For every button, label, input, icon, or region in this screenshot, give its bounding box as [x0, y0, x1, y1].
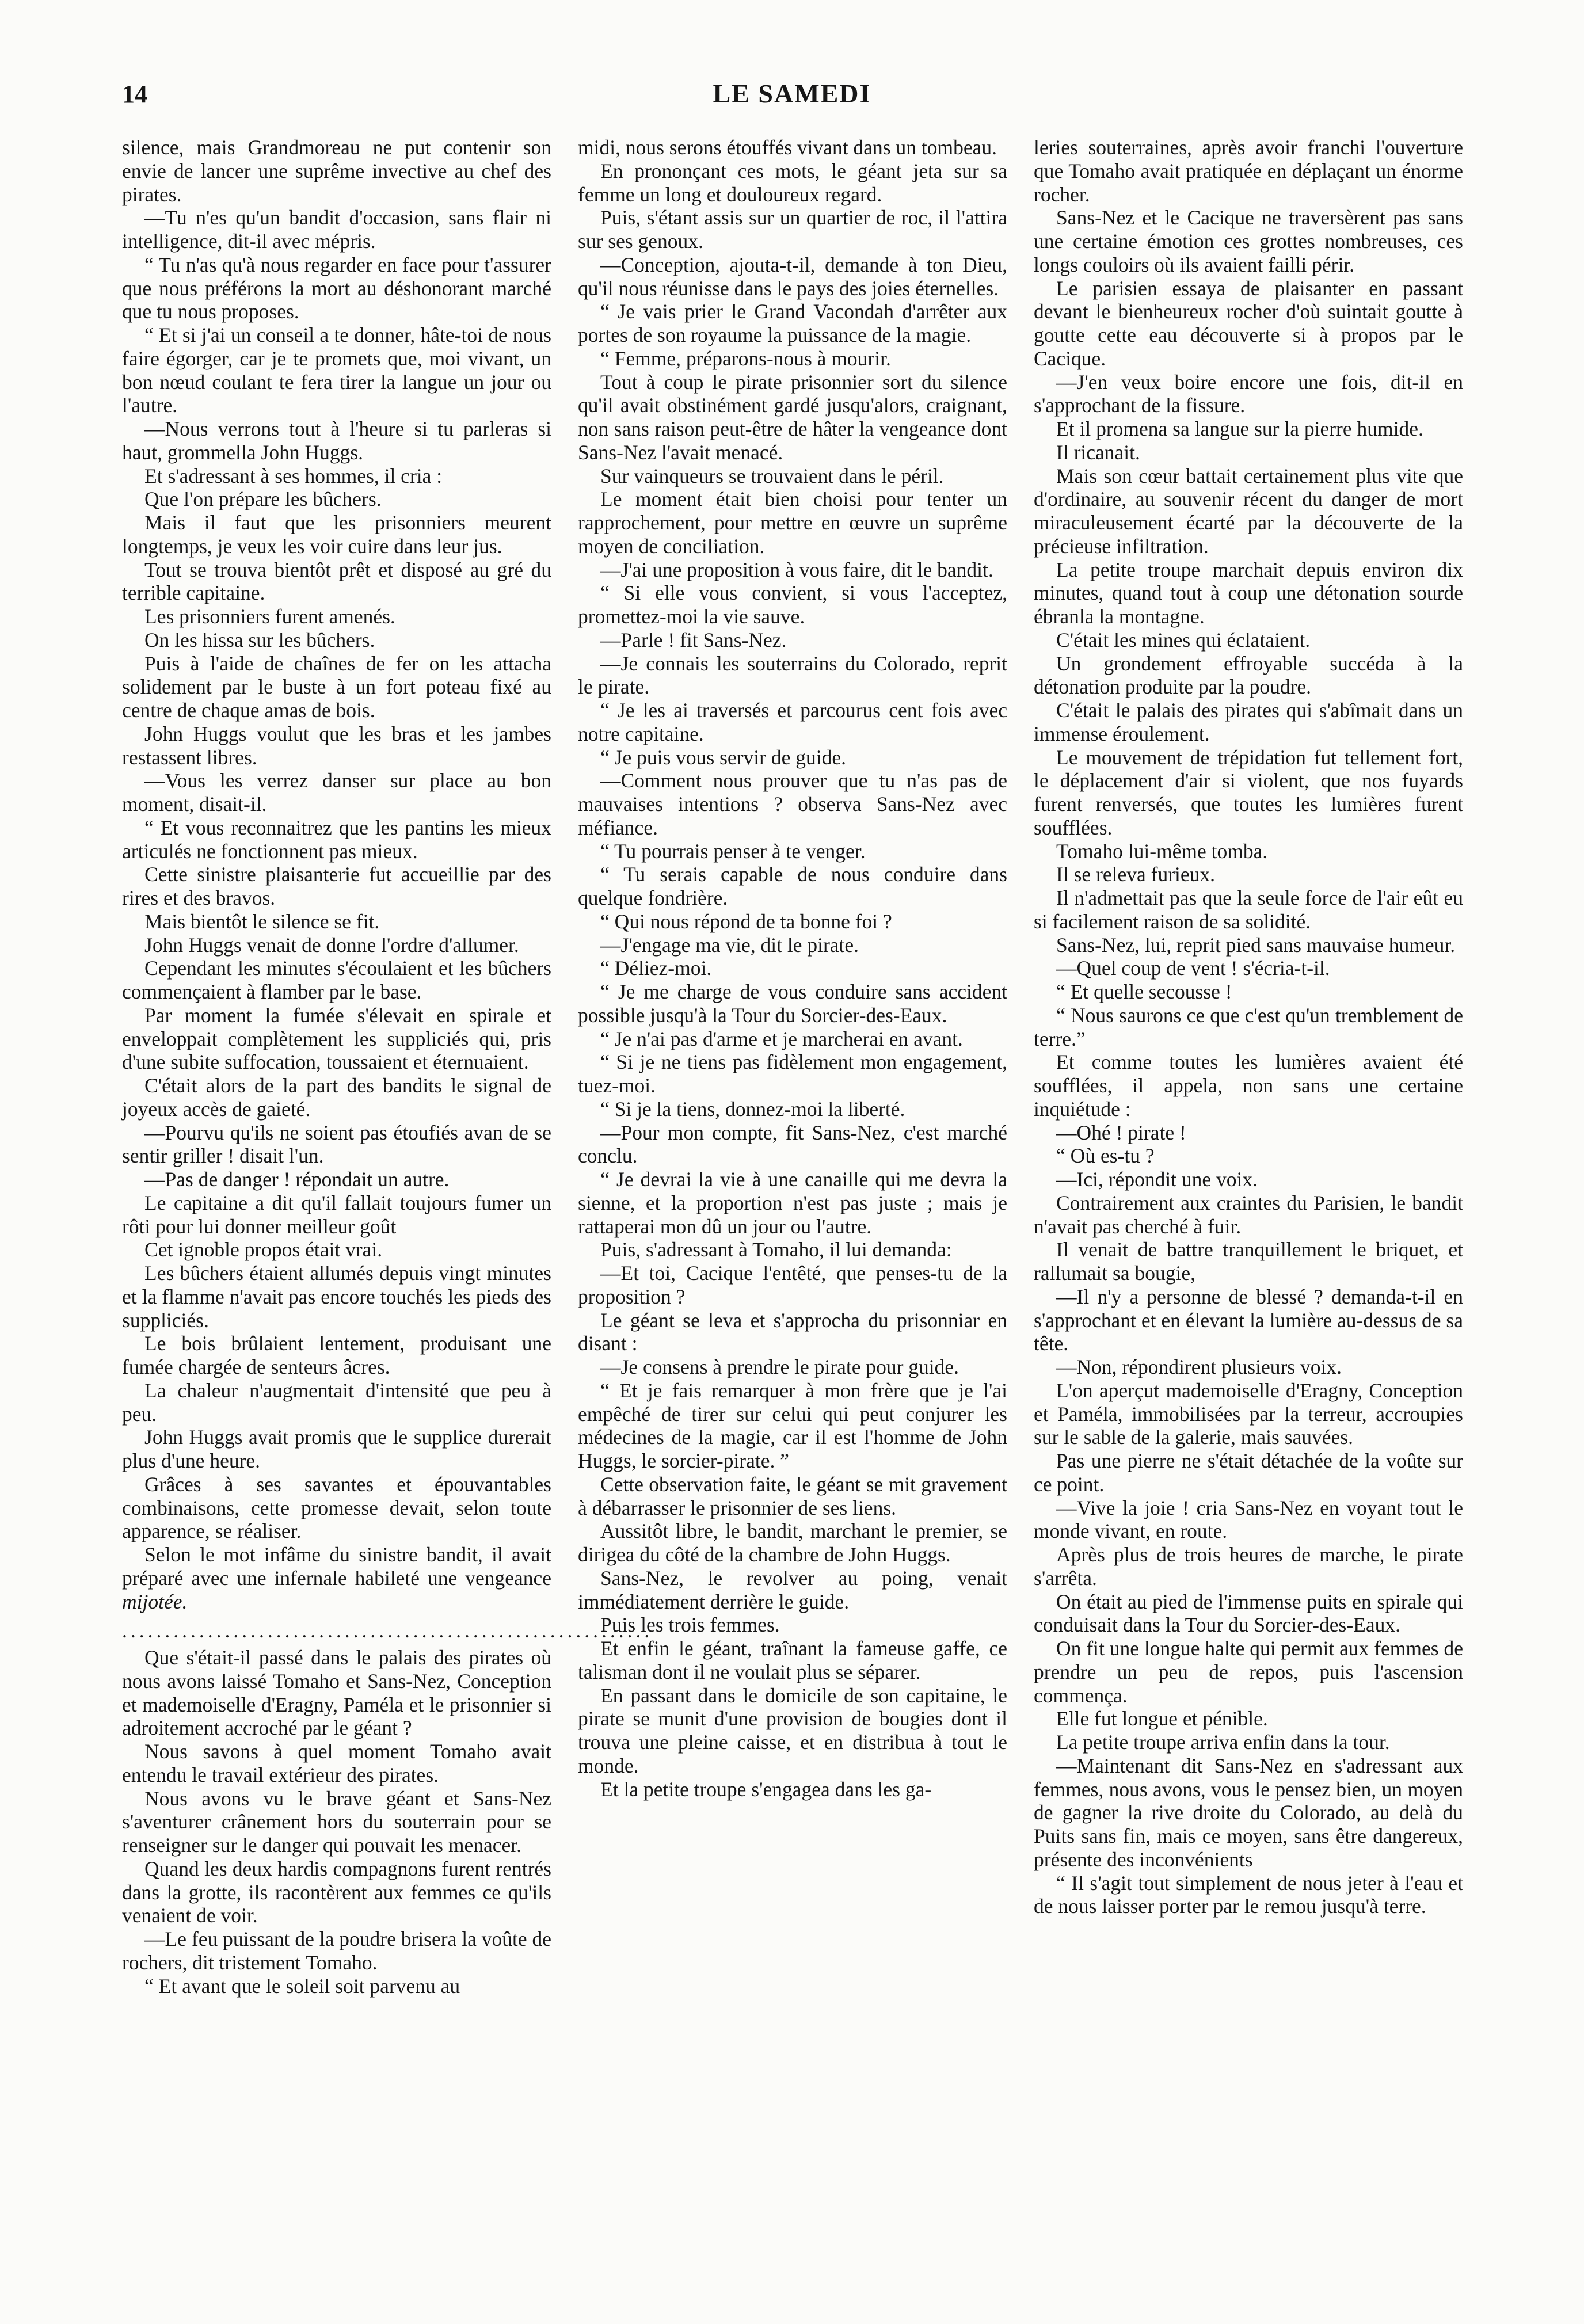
paragraph — [122, 1121, 551, 1168]
paragraph-text: —J'ai une proposition à vous faire, dit le bandit. — [600, 558, 993, 581]
paragraph — [578, 1355, 1007, 1379]
paragraph-text: L'on aperçut mademoiselle d'Eragny, Conception et Paméla, immobilisées par la terreur, accroupies sur le sable de la galerie, mais sauvées. — [1034, 1378, 1463, 1449]
paragraph-text: “ Où es-tu ? — [1056, 1144, 1155, 1168]
paragraph — [122, 1379, 551, 1426]
paragraph-text: La chaleur n'augmentait d'intensité que peu à peu. — [122, 1378, 551, 1426]
paragraph — [1034, 1168, 1463, 1191]
paragraph-text: Puis les trois femmes. — [600, 1613, 780, 1637]
paragraph-text: —Et toi, Cacique l'entêté, que penses-tu de la proposition ? — [578, 1262, 1007, 1308]
paragraph — [1034, 1754, 1463, 1872]
paragraph-text: Après plus de trois heures de marche, le pirate s'arrêta. — [1034, 1543, 1463, 1590]
paragraph-text: —Maintenant dit Sans-Nez en s'adressant aux femmes, nous avons, vous le pensez bien, un moyen de gagner la rive droite du Colorado, au delà du Puits sans fin, mais ce moyen, sans être dangereux, présente des inconvénients — [1034, 1754, 1463, 1871]
paragraph-text: “ Qui nous répond de ta bonne foi ? — [600, 909, 892, 933]
paragraph-text: midi, nous serons étouffés vivant dans un tombeau. — [578, 136, 997, 159]
paragraph-text: “ Et avant que le soleil soit parvenu au — [144, 1974, 460, 1998]
paragraph — [122, 934, 551, 957]
paragraph — [1034, 980, 1463, 1004]
paragraph — [122, 957, 551, 1004]
paragraph — [1034, 371, 1463, 418]
paragraph — [1034, 417, 1463, 441]
paragraph — [578, 300, 1007, 347]
paragraph-text: Quand les deux hardis compagnons furent rentrés dans la grotte, ils racontèrent aux femmes ce qu'ils venaient de voir. — [122, 1857, 551, 1927]
paragraph-text: “ Et si j'ai un conseil a te donner, hâte-toi de nous faire égorger, car je te promets que, moi vivant, un bon nœud coulant te fera tirer la langue un jour ou l'autre. — [122, 323, 551, 417]
paragraph-text: Pas une pierre ne s'était détachée de la voûte sur ce point. — [1034, 1449, 1463, 1496]
paragraph-text: —Quel coup de vent ! s'écria-t-il. — [1056, 957, 1330, 980]
paragraph — [122, 417, 551, 464]
italic-word: mijotée. — [122, 1590, 188, 1613]
paragraph — [122, 464, 551, 488]
column-2 — [578, 136, 1007, 2288]
paragraph-text: “ Déliez-moi. — [600, 957, 712, 980]
paragraph-text: Et comme toutes les lumières avaient été soufflées, il appela, non sans une certaine inquiétude : — [1034, 1050, 1463, 1121]
paragraph-text: —Vive la joie ! cria Sans-Nez en voyant tout le monde vivant, en route. — [1034, 1496, 1463, 1543]
paragraph — [578, 1519, 1007, 1567]
paragraph-text: Sans-Nez et le Cacique ne traversèrent pas sans une certaine émotion ces grottes nombreuses, ces longs couloirs où ils avaient failli périr. — [1034, 206, 1463, 276]
paragraph — [122, 1262, 551, 1332]
paragraph — [578, 1238, 1007, 1262]
paragraph-text: Cependant les minutes s'écoulaient et les bûchers commençaient à flamber par le base. — [122, 957, 551, 1003]
paragraph-text: “ Je n'ai pas d'arme et je marcherai en avant. — [600, 1027, 963, 1050]
paragraph-text: Il se releva furieux. — [1056, 863, 1216, 886]
paragraph — [578, 769, 1007, 839]
paragraph-text: La petite troupe arriva enfin dans la tour. — [1056, 1731, 1390, 1754]
paragraph — [122, 1543, 551, 1613]
paragraph — [578, 347, 1007, 371]
paragraph — [578, 487, 1007, 558]
paragraph-text: John Huggs voulut que les bras et les jambes restassent libres. — [122, 722, 551, 769]
paragraph — [578, 628, 1007, 652]
paragraph — [1034, 1637, 1463, 1707]
paragraph — [122, 1787, 551, 1857]
paragraph-text: Que s'était-il passé dans le palais des pirates où nous avons laissé Tomaho et Sans-Nez, Conception et mademoiselle d'Eragny, Paméla et le prisonnier si adroitement accroché par le géant ? — [122, 1646, 551, 1740]
paragraph — [1034, 1707, 1463, 1731]
paragraph-text: —Vous les verrez danser sur place au bon moment, disait-il. — [122, 769, 551, 816]
paragraph-text: “ Il s'agit tout simplement de nous jeter à l'eau et de nous laisser porter par le remou jusqu'à terre. — [1034, 1871, 1463, 1918]
paragraph-text: Sans-Nez, lui, reprit pied sans mauvaise humeur. — [1056, 933, 1456, 957]
paragraph — [578, 1309, 1007, 1356]
paragraph-text: Et s'adressant à ses hommes, il cria : — [144, 464, 443, 487]
paragraph-text: Cette sinistre plaisanterie fut accueillie par des rires et des bravos. — [122, 863, 551, 909]
paragraph-text: Par moment la fumée s'élevait en spirale et enveloppait complètement les suppliciés qui, pris d'une subite suffocation, toussaient et éternuaient. — [122, 1003, 551, 1074]
paragraph — [578, 652, 1007, 699]
paragraph — [578, 581, 1007, 628]
paragraph-text: Sur vainqueurs se trouvaient dans le péril. — [600, 464, 944, 487]
paragraph — [122, 323, 551, 417]
paragraph-text: John Huggs avait promis que le supplice durerait plus d'une heure. — [122, 1426, 551, 1472]
paragraph — [1034, 652, 1463, 699]
paragraph-text: —Je consens à prendre le pirate pour guide. — [600, 1355, 959, 1378]
paragraph — [1034, 934, 1463, 957]
paragraph — [122, 487, 551, 511]
paragraph — [122, 816, 551, 863]
paragraph-text: “ Tu n'as qu'à nous regarder en face pour t'assurer que nous préférons la mort au déshonorant marché que tu nous proposes. — [122, 253, 551, 323]
page-number: 14 — [122, 80, 147, 108]
paragraph-text: “ Je devrai la vie à une canaille qui me devra la sienne, et la proportion n'est pas juste ; mais je rattaperai mon dû un jour ou l'autre. — [578, 1168, 1007, 1238]
paragraph — [578, 1050, 1007, 1098]
paragraph-text: Il ricanait. — [1056, 440, 1140, 464]
column-1 — [122, 136, 653, 2288]
paragraph-text: Mais bientôt le silence se fit. — [144, 909, 380, 933]
paragraph — [122, 1740, 551, 1787]
paragraph-text: —Le feu puissant de la poudre brisera la voûte de rochers, dit tristement Tomaho. — [122, 1927, 551, 1974]
paragraph-text: “ Si je la tiens, donnez-moi la liberté. — [600, 1097, 905, 1121]
paragraph-text: “ Et quelle secousse ! — [1056, 980, 1232, 1003]
paragraph-text: Le capitaine a dit qu'il fallait toujours fumer un rôti pour lui donner meilleur goût — [122, 1191, 551, 1238]
paragraph-text: Le parisien essaya de plaisanter en passant devant le bienheureux rocher d'où suintait goutte à goutte cette eau découverte si à propos par le Cacique. — [1034, 276, 1463, 370]
paragraph-text: Et la petite troupe s'engagea dans les ga- — [600, 1777, 932, 1801]
paragraph-text: En passant dans le domicile de son capitaine, le pirate se munit d'une provision de bougies dont il trouva une pleine caisse, et en distribua à tout le monde. — [578, 1683, 1007, 1777]
paragraph — [1034, 1872, 1463, 1919]
paragraph — [578, 1168, 1007, 1238]
paragraph — [1034, 464, 1463, 558]
paragraph — [1034, 441, 1463, 464]
paragraph — [122, 1646, 551, 1740]
paragraph-text: Puis à l'aide de chaînes de fer on les attacha solidement par le buste à un fort poteau fixé au centre de chaque amas de bois. — [122, 652, 551, 722]
paragraph-text: Le géant se leva et s'approcha du prisonniar en disant : — [578, 1308, 1007, 1355]
paragraph — [578, 1684, 1007, 1778]
paragraph — [578, 746, 1007, 769]
paragraph-text: —Il n'y a personne de blessé ? demanda-t-il en s'approchant et en élevant la lumière au-dessus de sa tête. — [1034, 1285, 1463, 1355]
paragraph-text: —Comment nous prouver que tu n'as pas de mauvaises intentions ? observa Sans-Nez avec méfiance. — [578, 769, 1007, 839]
paragraph — [578, 957, 1007, 980]
paragraph — [578, 1379, 1007, 1473]
paragraph — [122, 136, 551, 206]
paragraph — [122, 1238, 551, 1262]
paragraph-text: Le bois brûlaient lentement, produisant une fumée chargée de senteurs âcres. — [122, 1332, 551, 1378]
paragraph-text: —Parle ! fit Sans-Nez. — [600, 628, 787, 652]
paragraph-text: Il venait de battre tranquillement le briquet, et rallumait sa bougie, — [1034, 1238, 1463, 1285]
paragraph-text: —Non, répondirent plusieurs voix. — [1056, 1355, 1342, 1378]
paragraph-text: Tout à coup le pirate prisonnier sort du silence qu'il avait obstinément gardé jusqu'alors, craignant, non sans raison peut-être de hâter la vengeance dont Sans-Nez l'avait menacé. — [578, 370, 1007, 464]
paragraph — [122, 628, 551, 652]
paragraph-text: Aussitôt libre, le bandit, marchant le premier, se dirigea du côté de la chambre de John Huggs. — [578, 1519, 1007, 1566]
paragraph-text: Selon le mot infâme du sinistre bandit, il avait préparé avec une infernale habileté une vengeance — [122, 1543, 551, 1590]
paragraph-text: —J'engage ma vie, dit le pirate. — [600, 933, 859, 957]
paragraph-text: —Ici, répondit une voix. — [1056, 1168, 1258, 1191]
paragraph-text: Et enfin le géant, traînant la fameuse gaffe, ce talisman dont il ne voulait plus se séparer. — [578, 1637, 1007, 1683]
paragraph-text: Les bûchers étaient allumés depuis vingt minutes et la flamme n'avait pas encore touchés les pieds des suppliciés. — [122, 1262, 551, 1332]
paragraph — [578, 840, 1007, 863]
paragraph — [578, 1098, 1007, 1121]
paragraph — [122, 206, 551, 253]
paragraph — [578, 253, 1007, 300]
paragraph-text: On fit une longue halte qui permit aux femmes de prendre un peu de repos, puis l'ascension commença. — [1034, 1637, 1463, 1707]
paragraph — [1034, 1355, 1463, 1379]
paragraph-text: John Huggs venait de donne l'ordre d'allumer. — [144, 933, 519, 957]
paragraph-text: C'était les mines qui éclataient. — [1056, 628, 1311, 652]
paragraph-text: —Je connais les souterrains du Colorado, reprit le pirate. — [578, 652, 1007, 699]
paragraph — [1034, 1144, 1463, 1168]
paragraph — [578, 1121, 1007, 1168]
paragraph — [1034, 1379, 1463, 1449]
paragraph — [578, 1613, 1007, 1637]
paragraph-text: Contrairement aux craintes du Parisien, le bandit n'avait pas cherché à fuir. — [1034, 1191, 1463, 1238]
paragraph-text: On les hissa sur les bûchers. — [144, 628, 375, 652]
paragraph — [1034, 1449, 1463, 1496]
paragraph — [122, 1004, 551, 1074]
paragraph-text: “ Femme, préparons-nous à mourir. — [600, 346, 891, 370]
paragraph-text: On était au pied de l'immense puits en spirale qui conduisait dans la Tour du Sorcier-des-Eaux. — [1034, 1590, 1463, 1637]
paragraph — [578, 934, 1007, 957]
paragraph — [1034, 1004, 1463, 1051]
paragraph-text: Les prisonniers furent amenés. — [144, 605, 395, 628]
paragraph-text: “ Si elle vous convient, si vous l'acceptez, promettez-moi la vie sauve. — [578, 581, 1007, 628]
paragraph — [1034, 1543, 1463, 1590]
paragraph-text: “ Je puis vous servir de guide. — [600, 745, 846, 769]
paragraph-text: —Conception, ajouta-t-il, demande à ton Dieu, qu'il nous réunisse dans le pays des joies éternelles. — [578, 253, 1007, 300]
paragraph — [578, 910, 1007, 934]
paragraph-text: —Pour mon compte, fit Sans-Nez, c'est marché conclu. — [578, 1121, 1007, 1168]
paragraph-text: Puis, s'étant assis sur un quartier de roc, il l'attira sur ses genoux. — [578, 206, 1007, 253]
column-3 — [1034, 136, 1463, 2288]
paragraph-text: —Nous verrons tout à l'heure si tu parleras si haut, grommella John Huggs. — [122, 417, 551, 464]
paragraph-text: —Pas de danger ! répondait un autre. — [144, 1168, 450, 1191]
paragraph — [578, 1778, 1007, 1801]
paragraph-text: “ Je vais prier le Grand Vacondah d'arrêter aux portes de son royaume la puissance de la magie. — [578, 300, 1007, 346]
paragraph — [122, 605, 551, 628]
paragraph-text: Mais son cœur battait certainement plus vite que d'ordinaire, au souvenir récent du danger de mort miraculeusement écarté par la découverte de la précieuse infiltration. — [1034, 464, 1463, 558]
paragraph-text: Elle fut longue et pénible. — [1056, 1707, 1268, 1731]
paragraph-text: “ Tu serais capable de nous conduire dans quelque fondrière. — [578, 863, 1007, 909]
paragraph — [1034, 558, 1463, 628]
paragraph — [578, 1567, 1007, 1614]
paragraph — [122, 1426, 551, 1473]
paragraph-text: “ Et je fais remarquer à mon frère que je l'ai empêché de tirer sur celui qui peut conjurer les médecines de la magie, car il est l'homme de John Huggs, le sorcier-pirate. ” — [578, 1378, 1007, 1472]
paragraph — [122, 558, 551, 605]
paragraph — [122, 253, 551, 323]
paragraph — [578, 863, 1007, 910]
paragraph — [578, 464, 1007, 488]
paragraph — [1034, 1191, 1463, 1239]
paragraph-text: Cet ignoble propos était vrai. — [144, 1238, 383, 1262]
paragraph — [122, 1473, 551, 1543]
paragraph-text: “ Nous saurons ce que c'est qu'un tremblement de terre.” — [1034, 1003, 1463, 1050]
paragraph-text: “ Je les ai traversés et parcourus cent fois avec notre capitaine. — [578, 699, 1007, 745]
paragraph-text: Le moment était bien choisi pour tenter un rapprochement, pour mettre en œuvre un suprême moyen de conciliation. — [578, 487, 1007, 558]
paragraph — [122, 1191, 551, 1239]
paragraph-text: Que l'on prépare les bûchers. — [144, 487, 382, 511]
paragraph-text: Il n'admettait pas que la seule force de l'air eût eu si facilement raison de sa solidité. — [1034, 886, 1463, 933]
paragraph — [122, 652, 551, 722]
paragraph-text: Grâces à ses savantes et épouvantables combinaisons, cette promesse devait, selon toute apparence, se réaliser. — [122, 1472, 551, 1543]
paragraph-text: Nous savons à quel moment Tomaho avait entendu le travail extérieur des pirates. — [122, 1740, 551, 1786]
paragraph — [122, 769, 551, 816]
paragraph-text: “ Tu pourrais penser à te venger. — [600, 839, 866, 863]
paragraph-text: Tout se trouva bientôt prêt et disposé au gré du terrible capitaine. — [122, 558, 551, 605]
paragraph-text: —Tu n'es qu'un bandit d'occasion, sans flair ni intelligence, dit-il avec mépris. — [122, 206, 551, 253]
paragraph — [578, 206, 1007, 253]
paragraph — [578, 1473, 1007, 1520]
paragraph — [122, 1332, 551, 1379]
paragraph — [1034, 746, 1463, 840]
paragraph-text: “ Je me charge de vous conduire sans accident possible jusqu'à la Tour du Sorcier-des-Eaux. — [578, 980, 1007, 1027]
paragraph — [578, 1027, 1007, 1051]
paragraph-text: Sans-Nez, le revolver au poing, venait immédiatement derrière le guide. — [578, 1566, 1007, 1613]
paragraph-text: Et il promena sa langue sur la pierre humide. — [1056, 417, 1423, 440]
paragraph — [1034, 1285, 1463, 1355]
paragraph-text: C'était le palais des pirates qui s'abîmait dans un immense éroulement. — [1034, 699, 1463, 745]
paragraph-text: C'était alors de la part des bandits le signal de joyeux accès de gaieté. — [122, 1074, 551, 1121]
paragraph — [1034, 277, 1463, 371]
paragraph-text: Tomaho lui-même tomba. — [1056, 839, 1268, 863]
section-separator: .............................................................. — [122, 1619, 653, 1643]
paragraph-text: —J'en veux boire encore une fois, dit-il en s'approchant de la fissure. — [1034, 370, 1463, 417]
paragraph — [122, 910, 551, 934]
paragraph-text: La petite troupe marchait depuis environ dix minutes, quand tout à coup une détonation sourde ébranla la montagne. — [1034, 558, 1463, 628]
paragraph — [1034, 136, 1463, 206]
paragraph-text: silence, mais Grandmoreau ne put contenir son envie de lancer une suprême invective au chef des pirates. — [122, 136, 551, 206]
paragraph — [122, 511, 551, 558]
paragraph — [1034, 1121, 1463, 1145]
paragraph — [1034, 1050, 1463, 1121]
text-columns — [122, 136, 1463, 2288]
paragraph — [122, 1927, 551, 1975]
paragraph — [1034, 1238, 1463, 1285]
paragraph-text: —Pourvu qu'ils ne soient pas étoufiés avan de se sentir griller ! disait l'un. — [122, 1121, 551, 1168]
paragraph-text: “ Si je ne tiens pas fidèlement mon engagement, tuez-moi. — [578, 1050, 1007, 1097]
paragraph — [578, 136, 1007, 159]
paragraph — [1034, 886, 1463, 934]
paragraph — [578, 1262, 1007, 1309]
paragraph-text: Un grondement effroyable succéda à la détonation produite par la poudre. — [1034, 652, 1463, 699]
masthead-title: LE SAMEDI — [713, 79, 871, 108]
paragraph — [1034, 863, 1463, 886]
paragraph — [578, 159, 1007, 207]
paragraph — [578, 699, 1007, 746]
paragraph — [122, 1168, 551, 1191]
paragraph-text: Le mouvement de trépidation fut tellement fort, le déplacement d'air si violent, que nos fuyards furent renversés, que toutes les lumières furent soufflées. — [1034, 745, 1463, 839]
paragraph-text: Mais il faut que les prisonniers meurent longtemps, je veux les voir cuire dans leur jus. — [122, 511, 551, 558]
paragraph — [122, 863, 551, 910]
paragraph — [122, 1074, 551, 1121]
paragraph-text: En prononçant ces mots, le géant jeta sur sa femme un long et douloureux regard. — [578, 159, 1007, 206]
paragraph-text: “ Et vous reconnaitrez que les pantins les mieux articulés ne fonctionnent pas mieux. — [122, 816, 551, 863]
paragraph — [1034, 699, 1463, 746]
paragraph — [578, 371, 1007, 464]
paragraph — [1034, 1496, 1463, 1544]
paragraph — [578, 558, 1007, 582]
paragraph — [1034, 840, 1463, 863]
paragraph — [578, 980, 1007, 1027]
paragraph — [1034, 206, 1463, 276]
paragraph-text: Cette observation faite, le géant se mit gravement à débarrasser le prisonnier de ses liens. — [578, 1472, 1007, 1519]
paragraph — [122, 1857, 551, 1927]
paragraph-text: Puis, s'adressant à Tomaho, il lui demanda: — [600, 1238, 952, 1262]
paragraph-text: Nous avons vu le brave géant et Sans-Nez s'aventurer crânement hors du souterrain pour se renseigner sur le danger qui pouvait les menacer. — [122, 1786, 551, 1857]
paragraph-text: leries souterraines, après avoir franchi l'ouverture que Tomaho avait pratiquée en déplaçant un énorme rocher. — [1034, 136, 1463, 206]
paragraph — [1034, 628, 1463, 652]
paragraph — [578, 1637, 1007, 1684]
paragraph — [1034, 957, 1463, 980]
paragraph — [1034, 1731, 1463, 1754]
paragraph — [1034, 1590, 1463, 1637]
paragraph — [122, 722, 551, 769]
paragraph — [122, 1975, 551, 1998]
paragraph-text: —Ohé ! pirate ! — [1056, 1121, 1186, 1144]
